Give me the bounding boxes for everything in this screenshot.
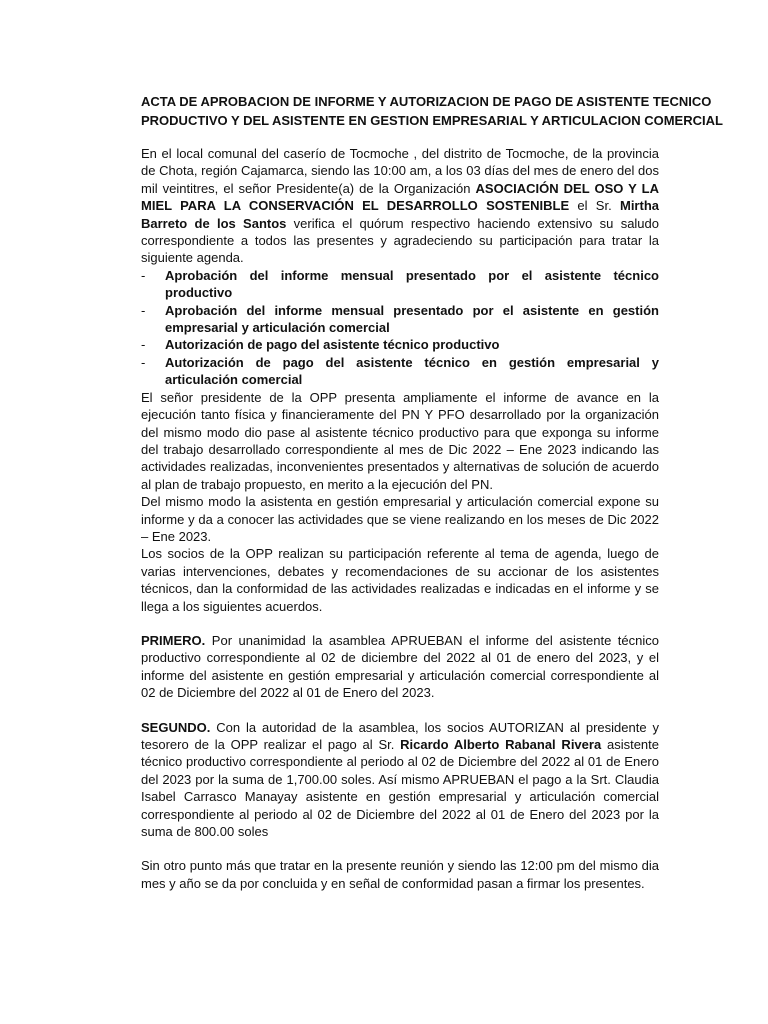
president-name: Mirtha Barreto de los Santos [141, 198, 659, 231]
bullet-dash: - [141, 267, 146, 283]
spacer [141, 702, 659, 719]
spacer [141, 840, 659, 857]
intro-text-3: verifica el quórum respectivo haciendo extensivo su saludo correspondiente a todos las presentes y agradeciendo su participación para tratar la siguiente agenda. [141, 215, 659, 266]
bullet-dash: - [141, 354, 146, 370]
agenda-item-text: Autorización de pago del asistente técnico en gestión empresarial y articulación comercial [165, 354, 659, 388]
agenda-item [141, 354, 659, 389]
segundo-text-1: Con la autoridad de la asamblea, los socios AUTORIZAN al presidente y tesorero de la OPP realizar el pago al Sr. [141, 719, 659, 752]
agenda-item [141, 267, 659, 302]
presentation-paragraph: El señor presidente de la OPP presenta ampliamente el informe de avance en la ejecución tanto física y financieramente del PN Y PFO desarrollado por la organización del mismo modo dio pase al asistente técnico productivo para que exponga su informe del trabajo desarrollado correspondiente al mes de Dic 2022 – Ene 2023 indicando las actividades realizadas, inconvenientes presentados y alternativas de solución de acuerdo al plan de trabajo propuesto, en merito a la ejecución del PN. [141, 389, 659, 492]
bullet-dash: - [141, 337, 146, 353]
technician-name: Ricardo Alberto Rabanal Rivera [400, 737, 602, 752]
document-title [141, 92, 723, 130]
intro-paragraph [141, 145, 659, 267]
agreement-primero [141, 632, 659, 702]
primero-text: Por unanimidad la asamblea APRUEBAN el informe del asistente técnico productivo correspondiente al 02 de diciembre del 2022 al 01 de enero del 2023, y el informe del asistente en gestión empresarial y articulación comercial correspondiente al 02 de Diciembre del 2022 al 01 de Enero del 2023. [141, 632, 659, 701]
closing-paragraph: Sin otro punto más que tratar en la presente reunión y siendo las 12:00 pm del mismo dia mes y año se da por concluida y en señal de conformidad pasan a firmar los presentes. [141, 858, 659, 891]
agenda-item-text: Aprobación del informe mensual presentado por el asistente técnico productivo [165, 267, 659, 301]
title-line-2: PRODUCTIVO Y DEL ASISTENTE EN GESTION EMPRESARIAL Y ARTICULACION COMERCIAL [141, 113, 723, 128]
segundo-text-2: asistente técnico productivo correspondiente al periodo al 02 de Diciembre del 2022 al 01 de Enero del 2023 por la suma de 1,700.00 soles. Así mismo APRUEBAN el pago a la Srt. Claudia Isabel Carrasco Manayay asistente en gestión empresarial y articulación comercial correspondiente al periodo al 02 de Diciembre del 2022 al 01 de Enero del 2023 por la suma de 800.00 soles [141, 737, 659, 840]
agenda-list [141, 267, 659, 389]
title-line-1: ACTA DE APROBACION DE INFORME Y AUTORIZACION DE PAGO DE ASISTENTE TECNICO [141, 94, 712, 109]
agenda-item [141, 302, 659, 337]
agenda-item-text: Aprobación del informe mensual presentado por el asistente en gestión empresarial y articulación comercial [165, 302, 659, 336]
agenda-item-text: Autorización de pago del asistente técnico productivo [165, 337, 500, 353]
intro-text-1: En el local comunal del caserío de Tocmoche , del distrito de Tocmoche, de la provincia de Chota, región Cajamarca, siendo las 10:00 am, a los 03 días del mes de enero del dos mil veintitres, el señor Presidente(a) de la Organización [141, 146, 659, 196]
organization-name: ASOCIACIÓN DEL OSO Y LA MIEL PARA LA CONSERVACIÓN EL DESARROLLO SOSTENIBLE [141, 180, 659, 214]
commercial-report-paragraph: Del mismo modo la asistenta en gestión empresarial y articulación comercial expone su informe y da a conocer las actividades que se viene realizando en los meses de Dic 2022 – Ene 2023. [141, 494, 659, 544]
spacer [141, 615, 659, 632]
members-participation-paragraph: Los socios de la OPP realizan su participación referente al tema de agenda, luego de varias intervenciones, debates y recomendaciones de su accionar de los asistentes técnicos, dan la conformidad de las actividades realizadas e indicadas en el informe y se llega a los siguientes acuerdos. [141, 546, 659, 614]
agenda-item [141, 336, 659, 353]
primero-label: PRIMERO. [141, 632, 206, 648]
agreement-segundo [141, 719, 659, 841]
document-page [141, 92, 723, 892]
intro-text-2: el Sr. [569, 198, 620, 214]
bullet-dash: - [141, 302, 146, 318]
segundo-label: SEGUNDO. [141, 719, 211, 735]
